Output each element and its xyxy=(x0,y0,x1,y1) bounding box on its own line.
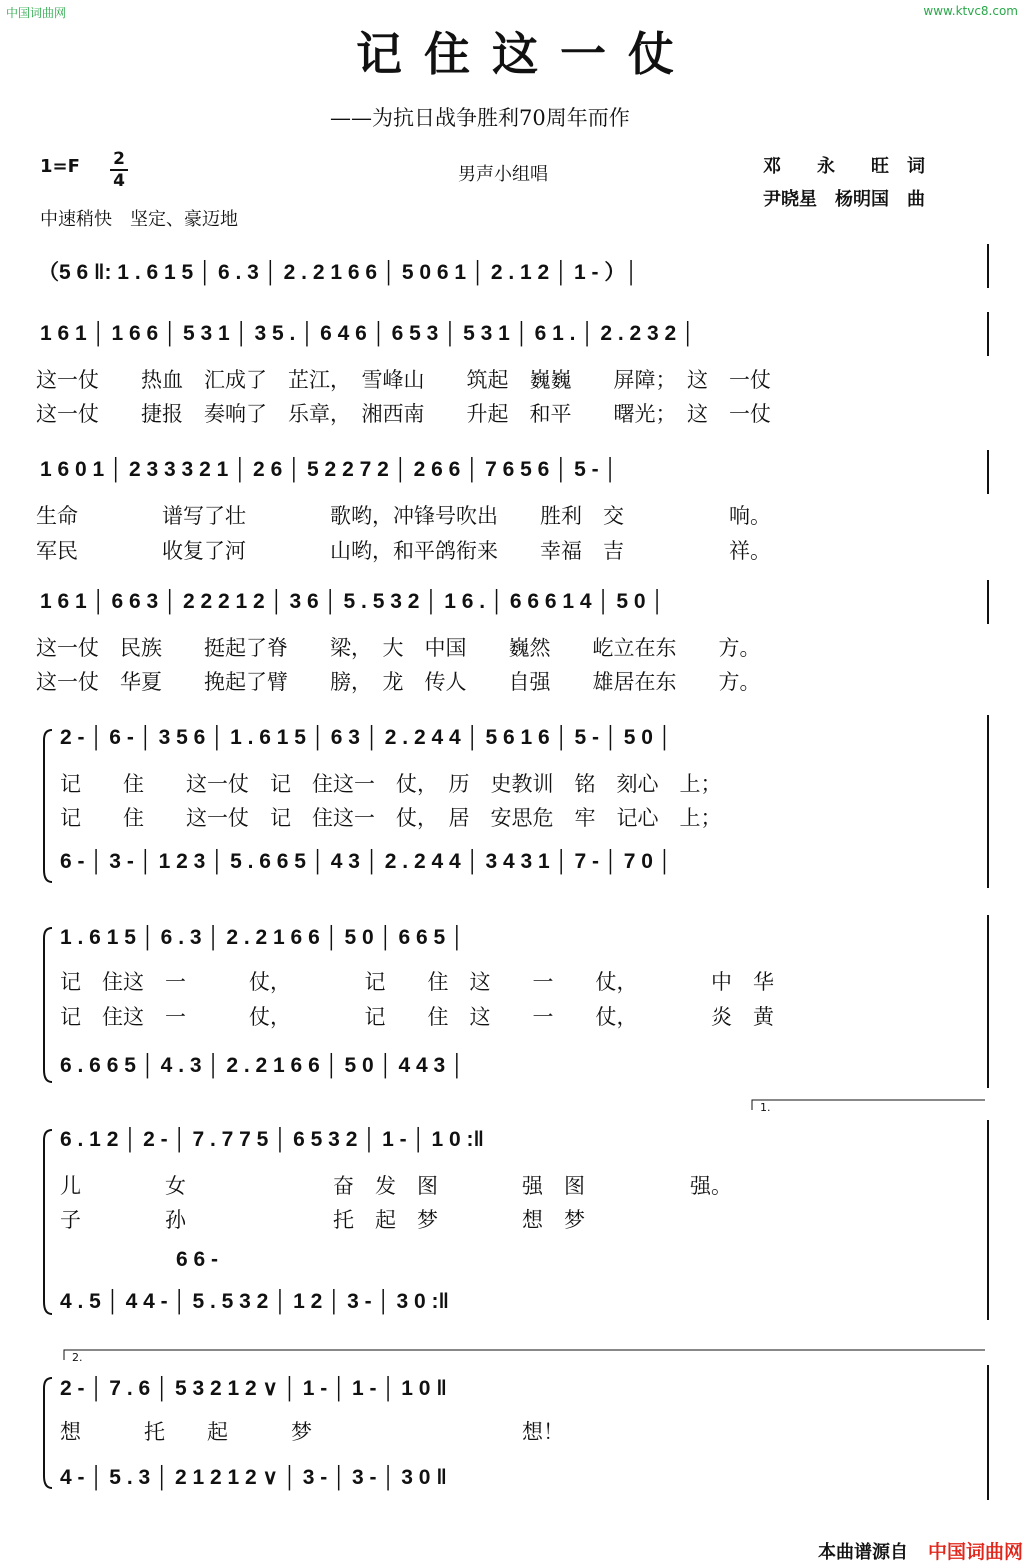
lyrics-verse-1: 想 托 起 梦 想！ xyxy=(60,1420,564,1444)
score-system-1-notes: （5 6 ‖: 1 . 6 1 5 │ 6 . 3 │ 2 . 2 1 6 6 │ 5 0 6 1 │ 2 . 1 2 │ 1 - ）│ xyxy=(38,261,639,284)
lyrics-verse-2: 子 孙 托 起 梦 想 梦 xyxy=(60,1208,585,1232)
score-system-5-upper-notes: 2 - │ 6 - │ 3 5 6 │ 1 . 6 1 5 │ 6 3 │ 2 . 2 4 4 │ 5 6 1 6 │ 5 - │ 5 0 │ xyxy=(60,726,672,749)
score-system-4-notes: 1 6 1 │ 6 6 3 │ 2 2 2 1 2 │ 3 6 │ 5 . 5 3 2 │ 1 6 . │ 6 6 6 1 4 │ 5 0 │ xyxy=(40,590,665,613)
performance-note: 男声小组唱 xyxy=(458,164,548,185)
score-system-6-lower-notes: 6 . 6 6 5 │ 4 . 3 │ 2 . 2 1 6 6 │ 5 0 │ 4 4 3 │ xyxy=(60,1054,465,1077)
score-system-7-divisi-notes: 6 6 - xyxy=(176,1248,219,1271)
footer-brand: 中国词曲网 xyxy=(928,1541,1024,1563)
lyrics-verse-1: 儿 女 奋 发 图 强 图 强。 xyxy=(60,1174,732,1198)
score-system-2-notes: 1 6 1 │ 1 6 6 │ 5 3 1 │ 3 5 . │ 6 4 6 │ 6 5 3 │ 5 3 1 │ 6 1 . │ 2 . 2 3 2 │ xyxy=(40,322,696,345)
lyrics-verse-2: 这一仗 华夏 挽起了臂 膀， 龙 传人 自强 雄居在东 方。 xyxy=(36,670,761,694)
site-url-right: www.ktvc8.com xyxy=(923,4,1018,18)
score-system-8-lower-notes: 4 - │ 5 . 3 │ 2 1 2 1 2 ∨ │ 3 - │ 3 - │ 3 0 ‖ xyxy=(60,1466,447,1489)
lyrics-verse-1: 生命 谱写了壮 歌哟，冲锋号吹出 胜利 交 响。 xyxy=(36,504,771,528)
lyrics-verse-2: 这一仗 捷报 奏响了 乐章， 湘西南 升起 和平 曙光； 这 一仗 xyxy=(36,402,771,426)
song-subtitle: ——为抗日战争胜利70周年而作 xyxy=(330,106,630,130)
score-system-5-lower-notes: 6 - │ 3 - │ 1 2 3 │ 5 . 6 6 5 │ 4 3 │ 2 . 2 4 4 │ 3 4 3 1 │ 7 - │ 7 0 │ xyxy=(60,850,672,873)
footer-source-label: 本曲谱源自 xyxy=(818,1542,908,1563)
score-system-8-upper-notes: 2 - │ 7 . 6 │ 5 3 2 1 2 ∨ │ 1 - │ 1 - │ 1 0 ‖ xyxy=(60,1377,447,1400)
score-system-3-notes: 1 6 0 1 │ 2 3 3 3 2 1 │ 2 6 │ 5 2 2 7 2 │ 2 6 6 │ 7 6 5 6 │ 5 - │ xyxy=(40,458,618,481)
site-name-left: 中国词曲网 xyxy=(6,6,67,20)
lyrics-verse-1: 记 住 这一仗 记 住这一 仗， 历 史教训 铭 刻心 上； xyxy=(60,772,722,796)
score-system-6-upper-notes: 1 . 6 1 5 │ 6 . 3 │ 2 . 2 1 6 6 │ 5 0 │ 6 6 5 │ xyxy=(60,926,465,949)
time-denominator: 4 xyxy=(113,171,125,191)
system-brackets xyxy=(44,730,52,1488)
volta-1-label: 1. xyxy=(760,1101,771,1114)
score-system-7-lower-notes: 4 . 5 │ 4 4 - │ 5 . 5 3 2 │ 1 2 │ 3 - │ 3 0 :‖ xyxy=(60,1290,449,1313)
composer-credit: 尹晓星 杨明国 曲 xyxy=(763,189,925,210)
song-title: 记住这一仗 xyxy=(356,27,696,81)
lyrics-verse-1: 这一仗 热血 汇成了 芷江， 雪峰山 筑起 巍巍 屏障； 这 一仗 xyxy=(36,368,771,392)
lyrics-verse-1: 记 住这 一 仗， 记 住 这 一 仗， 中 华 xyxy=(60,970,774,994)
lyricist-credit: 邓 永 旺 词 xyxy=(763,156,925,177)
lyrics-verse-2: 记 住 这一仗 记 住这一 仗， 居 安思危 牢 记心 上； xyxy=(60,806,722,830)
volta-2-label: 2. xyxy=(72,1351,83,1364)
lyrics-verse-2: 记 住这 一 仗， 记 住 这 一 仗， 炎 黄 xyxy=(60,1005,774,1029)
score-system-7-upper-notes: 6 . 1 2 │ 2 - │ 7 . 7 7 5 │ 6 5 3 2 │ 1 - │ 1 0 :‖ xyxy=(60,1128,484,1151)
tempo-marking: 中速稍快 坚定、豪迈地 xyxy=(40,209,238,230)
lyrics-verse-2: 军民 收复了河 山哟，和平鸽衔来 幸福 吉 祥。 xyxy=(36,539,771,563)
lyrics-verse-1: 这一仗 民族 挺起了脊 梁， 大 中国 巍然 屹立在东 方。 xyxy=(36,636,761,660)
time-numerator: 2 xyxy=(113,149,125,169)
key-signature: 1=F xyxy=(40,156,80,177)
